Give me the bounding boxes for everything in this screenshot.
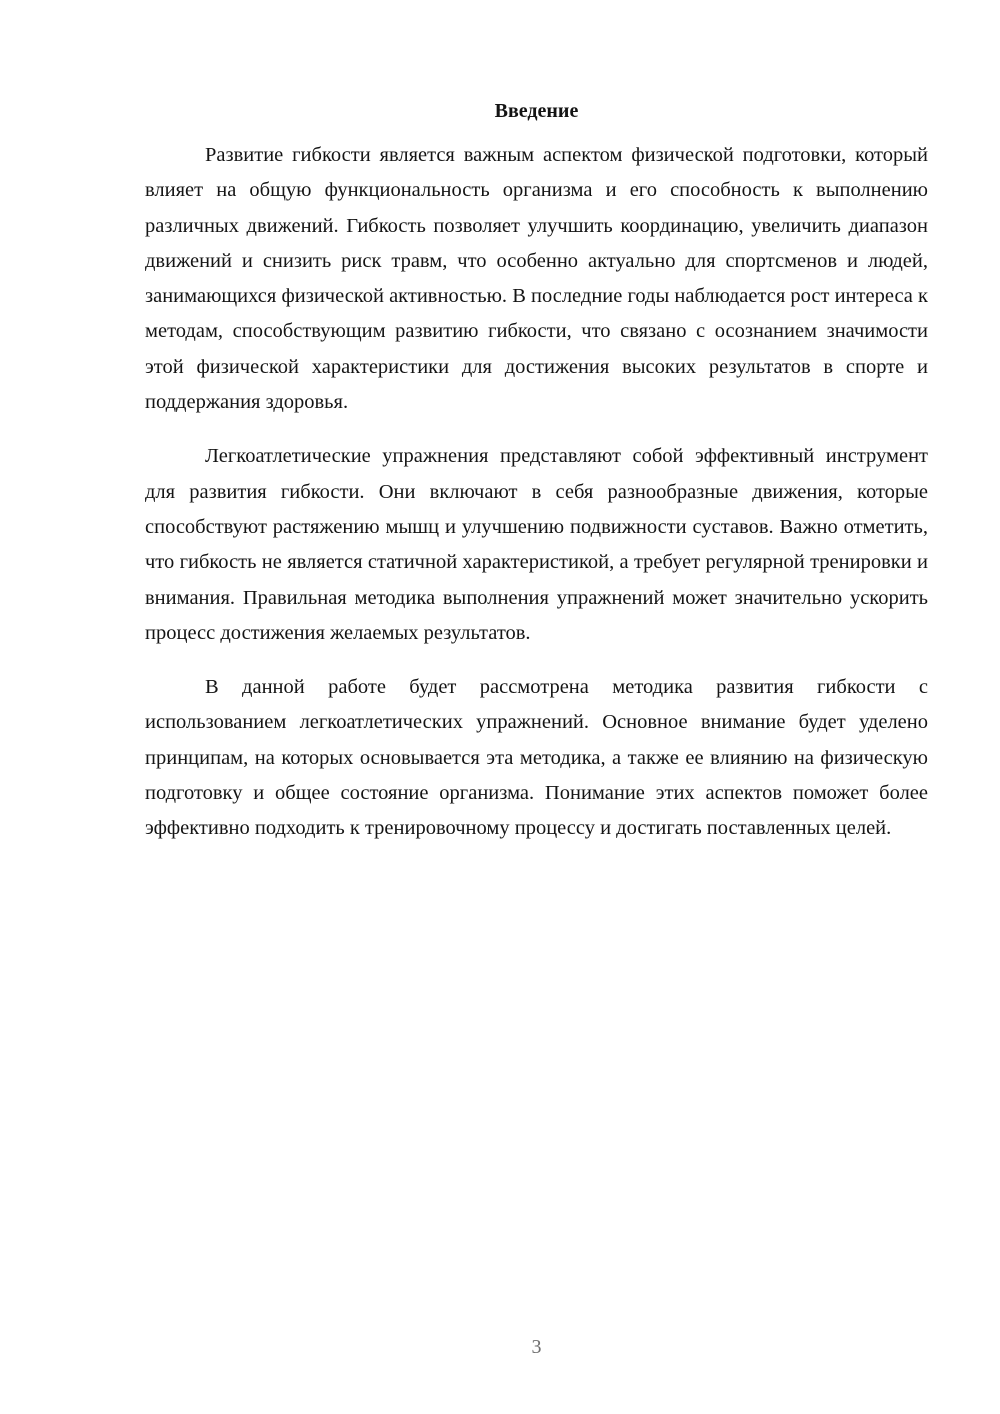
paragraph-1: Развитие гибкости является важным аспектом физической подготовки, который влияет на общую функциональность организма и его способность к выполнению различных движений. Гибкость позволяет улучшить координацию, увеличить диапазон движений и снизить риск травм, что особенно актуально для спортсменов и людей, занимающихся физической активностью. В последние годы наблюдается рост интереса к методам, способствующим развитию гибкости, что связано с осознанием значимости этой физической характеристики для достижения высоких результатов в спорте и поддержания здоровья. (145, 144, 928, 414)
page-content (145, 96, 928, 847)
section-title: Введение (494, 100, 579, 122)
paragraph-2: Легкоатлетические упражнения представляют собой эффективный инструмент для развития гибкости. Они включают в себя разнообразные движения, которые способствуют растяжению мышц и улучшению подвижности суставов. Важно отметить, что гибкость не является статичной характеристикой, а требует регулярной тренировки и внимания. Правильная методика выполнения упражнений может значительно ускорить процесс достижения желаемых результатов. (145, 445, 928, 644)
page-number: 3 (531, 1336, 542, 1358)
paragraph-3: В данной работе будет рассмотрена методика развития гибкости с использованием легкоатлетических упражнений. Основное внимание будет уделено принципам, на которых основывается эта методика, а также ее влиянию на физическую подготовку и общее состояние организма. Понимание этих аспектов поможет более эффективно подходить к тренировочному процессу и достигать поставленных целей. (145, 676, 928, 840)
